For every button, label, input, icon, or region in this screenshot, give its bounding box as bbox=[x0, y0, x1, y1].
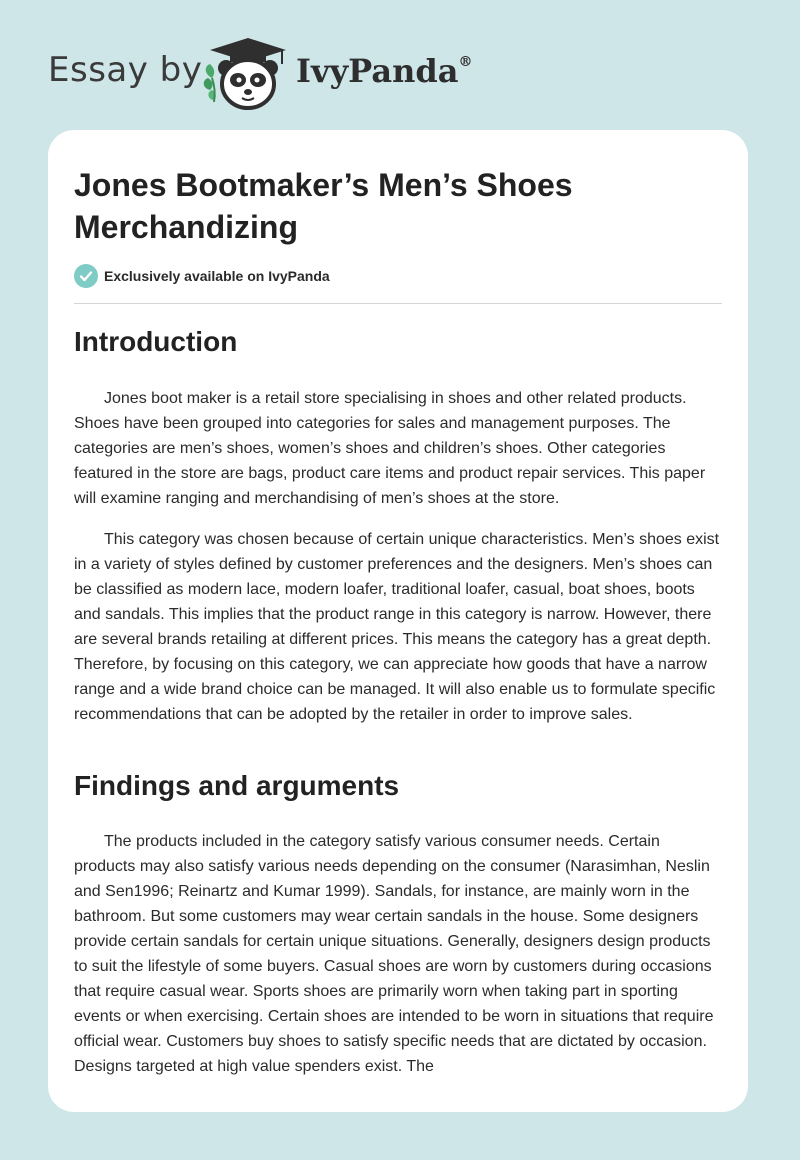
findings-paragraph-1: The products included in the category satisfy various consumer needs. Certain products may also satisfy various needs depending on the consumer (Narasimhan, Neslin and Sen1996; Reinartz and Kumar 1999). Sandals, for instance, are mainly worn in the bathroom. But some customers may wear certain sandals in the house. Some designers provide certain sandals for certain unique situations. Generally, designers design products to suit the lifestyle of some buyers. Casual shoes are worn by customers during occasions that require casual wear. Sports shoes are primarily worn when taking part in sporting events or when exercising. Certain shoes are intended to be worn in situations that require official wear. Customers buy shoes to satisfy specific needs that are dictated by occasion. Designs targeted at high value spenders exist. The bbox=[74, 833, 714, 1075]
introduction-paragraph-1: Jones boot maker is a retail store specialising in shoes and other related products. Shoes have been grouped into categories for sales and management purposes. The categories are men’s shoes, women’s shoes and children’s shoes. Other categories featured in the store are bags, product care items and product repair services. This paper will examine ranging and merchandising of men’s shoes at the store. bbox=[74, 390, 706, 507]
brand-text: IvyPanda bbox=[296, 52, 459, 90]
essay-title: Jones Bootmaker’s Men’s Shoes Merchandizing bbox=[74, 167, 573, 245]
section-heading-introduction: Introduction bbox=[74, 326, 238, 357]
exclusive-badge bbox=[74, 264, 330, 288]
ivypanda-brand-name[interactable] bbox=[296, 52, 472, 90]
exclusive-badge-text: Exclusively available on IvyPanda bbox=[104, 268, 330, 284]
ivypanda-logo-icon[interactable] bbox=[200, 34, 288, 110]
essay-by-label: Essay by bbox=[48, 50, 203, 90]
registered-mark: ® bbox=[458, 54, 473, 71]
essay-card bbox=[48, 130, 748, 1112]
introduction-paragraph-2: This category was chosen because of certain unique characteristics. Men’s shoes exist in a variety of styles defined by customer preferences and the designers. Men’s shoes can be classified as modern lace, modern loafer, traditional loafer, casual, boat shoes, boots and sandals. This implies that the product range in this category is narrow. However, there are several brands retailing at different prices. This means the category has a great depth. Therefore, by focusing on this category, we can appreciate how goods that have a narrow range and a wide brand choice can be managed. It will also enable us to formulate specific recommendations that can be adopted by the retailer in order to improve sales. bbox=[74, 531, 720, 723]
section-heading-findings: Findings and arguments bbox=[74, 770, 400, 801]
title-divider bbox=[74, 303, 722, 304]
site-header bbox=[0, 0, 800, 130]
check-icon bbox=[74, 264, 98, 288]
